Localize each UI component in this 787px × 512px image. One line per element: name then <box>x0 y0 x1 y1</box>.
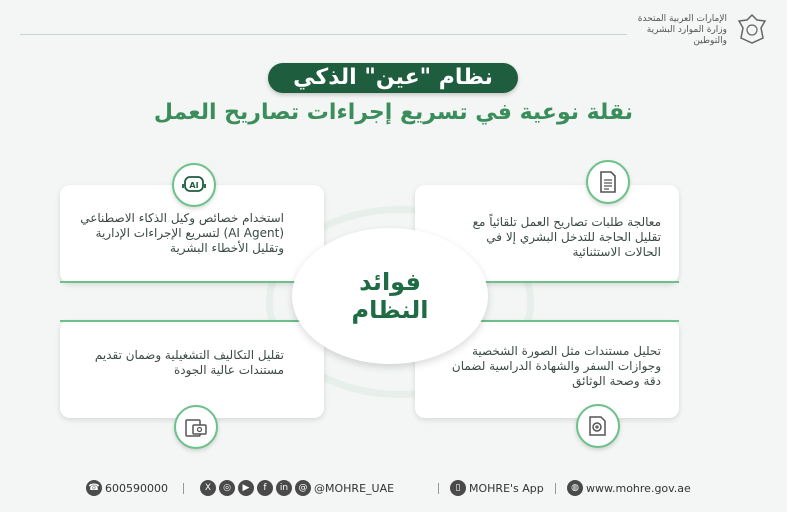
header <box>0 0 787 60</box>
ministry-line-2: وزارة الموارد البشرية <box>646 25 727 35</box>
page-subtitle: نقلة نوعية في تسريع إجراءات تصاريح العمل <box>153 100 634 125</box>
instagram-icon[interactable]: ◎ <box>219 480 235 496</box>
ai-label: AI <box>189 181 199 190</box>
benefit-text: تقليل التكاليف التشغيلية وضمان تقديم مستندات عالية الجودة <box>94 348 284 377</box>
app-name: MOHRE's App <box>469 481 544 495</box>
social-handle: @MOHRE_UAE <box>314 481 395 495</box>
ministry-name <box>577 14 727 47</box>
header-divider <box>20 34 627 35</box>
footer-separator <box>183 483 184 494</box>
footer-website[interactable] <box>567 476 691 500</box>
document-review-icon <box>576 404 620 448</box>
linkedin-icon[interactable]: in <box>276 480 292 496</box>
x-icon[interactable]: X <box>200 480 216 496</box>
page-title: نظام "عين" الذكي <box>268 63 518 93</box>
footer-phone[interactable] <box>86 476 168 500</box>
center-title-line-1: فوائد <box>359 268 421 296</box>
phone-icon: ☎ <box>86 480 102 496</box>
website-url: www.mohre.gov.ae <box>586 481 691 495</box>
ministry-line-1: الإمارات العربية المتحدة <box>637 14 727 24</box>
benefit-text: استخدام خصائص وكيل الذكاء الاصطناعي (AI Agent) لتسريع الإجراءات الإدارية وتقليل الأخطاء البشرية <box>80 211 284 255</box>
footer-app[interactable] <box>450 476 544 500</box>
footer-separator <box>438 483 439 494</box>
document-icon <box>586 160 630 204</box>
ministry-line-3: والتوطين <box>693 36 727 46</box>
youtube-icon[interactable]: ▶ <box>238 480 254 496</box>
center-title <box>292 268 488 324</box>
benefit-text: معالجة طلبات تصاريح العمل تلقائياً مع تقليل الحاجة للتدخل البشري إلا في الحالات الاستثنائية <box>472 215 661 259</box>
facebook-icon[interactable]: f <box>257 480 273 496</box>
threads-icon[interactable]: @ <box>295 480 311 496</box>
money-documents-icon <box>174 405 218 449</box>
footer <box>0 476 787 500</box>
center-title-line-2: النظام <box>351 296 429 324</box>
globe-icon: ◍ <box>567 480 583 496</box>
mobile-app-icon: ▯ <box>450 480 466 496</box>
phone-number: 600590000 <box>105 481 168 495</box>
benefit-text: تحليل مستندات مثل الصورة الشخصية وجوازات السفر والشهادة الدراسية لضمان دقة وصحة الوثائق <box>451 344 661 388</box>
card-accent-line <box>60 281 324 283</box>
benefit-card-reduce-costs <box>60 320 324 418</box>
footer-separator <box>555 483 556 494</box>
card-accent-line <box>60 320 324 322</box>
ai-agent-icon <box>172 163 216 207</box>
footer-social[interactable] <box>200 476 394 500</box>
uae-emblem-icon <box>735 12 769 46</box>
